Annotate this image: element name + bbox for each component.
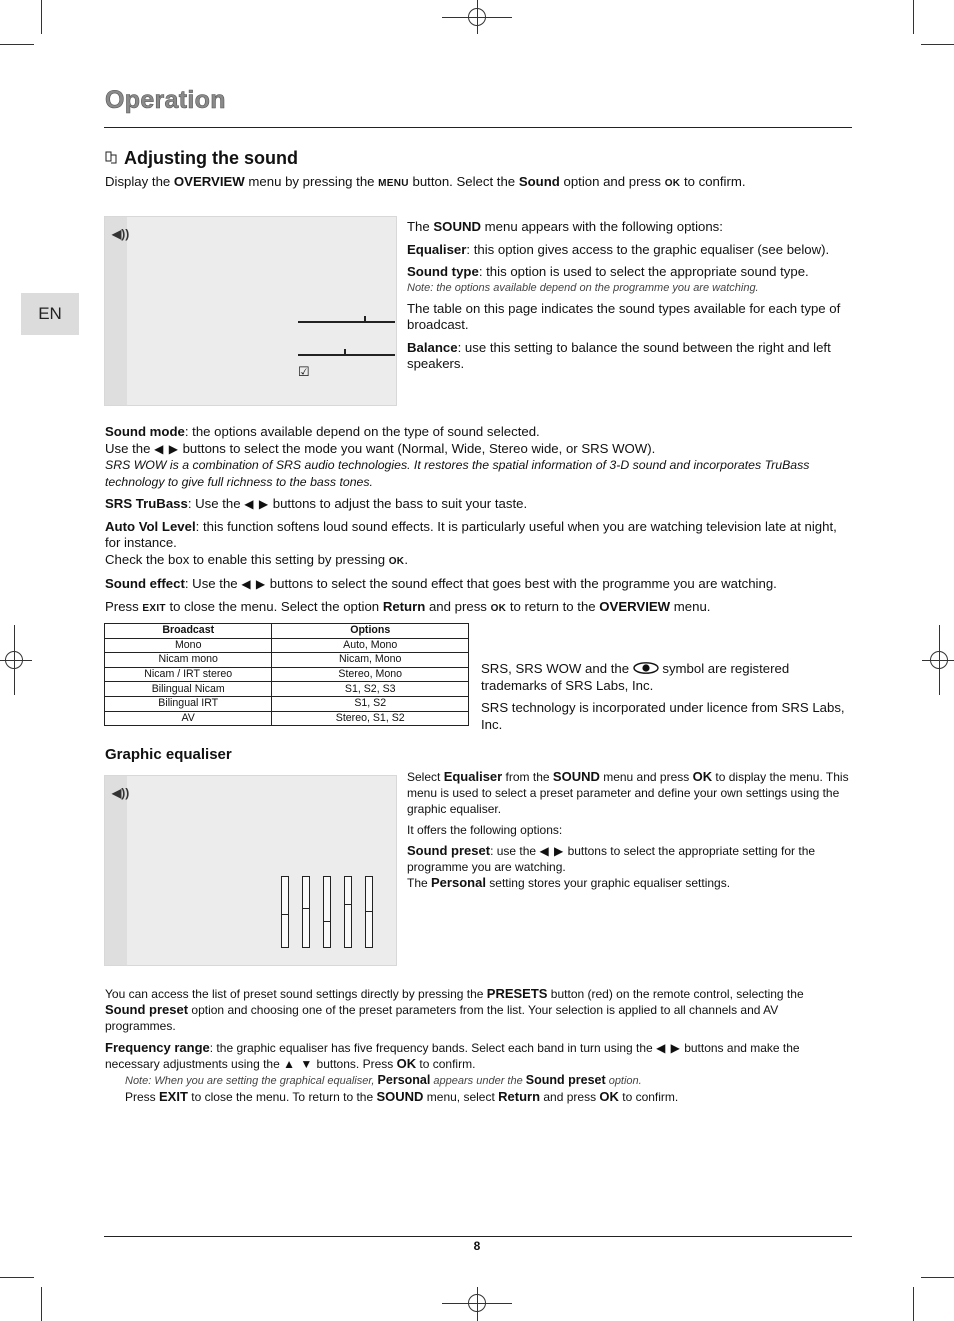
speaker-note-icon bbox=[105, 151, 118, 165]
equaliser-screenshot bbox=[104, 775, 397, 966]
table-row bbox=[105, 696, 469, 711]
trademark-text: SRS, SRS WOW and the symbol are registered trademarks of SRS Labs, Inc. SRS technology is incorporated under licence from SRS Labs, Inc. bbox=[481, 661, 845, 732]
sound-mode-text: Sound mode: the options available depend on the type of sound selected. Use the ◀ ▶ buttons to select the mode you want (Normal, Wide, Stereo wide, or SRS WOW). SRS WOW is a combination of SRS audio technologies. It restores the spatial information of 3-D sound and incorporates TruBass technology to give full richness to the bass tones. SRS TruBass: Use the ◀ ▶ buttons to adjust the bass to suit your taste. Auto Vol Level: this function softens loud sound effects. It is particularly useful when you are watching television late at night, for instance. Check the box to enable this setting by pressing OK. Sound effect: Use the ◀ ▶ buttons to select the sound effect that goes best with the programme you are watching. Press EXIT to close the menu. Select the option Return and press OK to return to the OVERVIEW menu. bbox=[105, 424, 837, 614]
eq-band-slider[interactable] bbox=[344, 876, 352, 948]
table-row bbox=[105, 711, 469, 726]
presets-text: You can access the list of preset sound settings directly by pressing the PRESETS button (red) on the remote control, selecting the Sound preset option and choosing one of the preset parameters from the list. Your selection is applied to all channels and AV programmes. Frequency range: the graphic equaliser has five frequency bands. Select each band in turn using the ◀ ▶ buttons and make the necessary adjustments using the ▲ ▼ buttons. Press OK to confirm. Note: When you are setting the graphical equaliser, Personal appears under the Sound preset option. Press EXIT to close the menu. To return to the SOUND menu, select Return and press OK to confirm. bbox=[105, 986, 804, 1104]
left-right-arrows-icon: ◀ ▶ bbox=[154, 441, 179, 456]
table-cell: Nicam mono bbox=[105, 653, 272, 668]
table-row bbox=[105, 682, 469, 697]
left-right-arrows-icon: ◀ ▶ bbox=[656, 1041, 681, 1055]
table-cell: S1, S2, S3 bbox=[272, 682, 469, 697]
column-header: Broadcast bbox=[105, 624, 272, 639]
table-cell: Mono bbox=[105, 638, 272, 653]
speaker-icon: ◀)) bbox=[112, 786, 130, 800]
table-cell: Stereo, S1, S2 bbox=[272, 711, 469, 726]
left-right-arrows-icon: ◀ ▶ bbox=[539, 844, 565, 858]
broadcast-table bbox=[104, 623, 469, 726]
table-cell: Auto, Mono bbox=[272, 638, 469, 653]
eq-band-level bbox=[281, 914, 289, 915]
table-cell: Nicam, Mono bbox=[272, 653, 469, 668]
table-cell: S1, S2 bbox=[272, 696, 469, 711]
srs-logo-icon bbox=[633, 662, 659, 674]
table-cell: Stereo, Mono bbox=[272, 667, 469, 682]
left-right-arrows-icon: ◀ ▶ bbox=[241, 577, 267, 591]
eq-band-slider[interactable] bbox=[323, 876, 331, 948]
eq-band-slider[interactable] bbox=[365, 876, 373, 948]
table-header-row bbox=[105, 624, 469, 639]
table-row bbox=[105, 638, 469, 653]
sound-menu-description: The SOUND menu appears with the following options: Equaliser: this option gives access to the graphic equaliser (see below). Sound type: this option is used to select the appropriate sound type. Note: the options available depend on the programme you are watching. The table on this page indicates the sound types available for each type of broadcast. Balance: use this setting to balance the sound between the right and left speakers. bbox=[407, 219, 841, 371]
section-title: Adjusting the sound bbox=[105, 148, 298, 169]
check-box-icon: ☑ bbox=[298, 364, 310, 379]
table-cell: Bilingual IRT bbox=[105, 696, 272, 711]
table-cell: Bilingual Nicam bbox=[105, 682, 272, 697]
column-header: Options bbox=[272, 624, 469, 639]
table-cell: AV bbox=[105, 711, 272, 726]
left-right-arrows-icon: ◀ ▶ bbox=[244, 497, 270, 511]
eq-band-level bbox=[365, 911, 373, 912]
language-tab: EN bbox=[21, 293, 79, 335]
table-cell: Nicam / IRT stereo bbox=[105, 667, 272, 682]
speaker-icon: ◀)) bbox=[112, 227, 130, 241]
eq-band-level bbox=[323, 921, 331, 922]
intro-text: Display the OVERVIEW menu by pressing the MENU button. Select the Sound option and press OK to confirm. bbox=[105, 174, 746, 189]
table-row bbox=[105, 653, 469, 668]
eq-band-level bbox=[344, 904, 352, 905]
eq-band-slider[interactable] bbox=[302, 876, 310, 948]
up-down-arrows-icon: ▲ ▼ bbox=[283, 1057, 314, 1071]
page-number: 8 bbox=[473, 1239, 481, 1253]
table-row bbox=[105, 667, 469, 682]
graphic-equaliser-description: Select Equaliser from the SOUND menu and press OK to display the menu. This menu is used to select a preset parameter and define your own settings using the graphic equaliser. It offers the following options: Sound preset: use the ◀ ▶ buttons to select the appropriate setting for the programme you are watching. The Personal setting stores your graphic equaliser settings. bbox=[407, 769, 849, 890]
eq-band-level bbox=[302, 908, 310, 909]
eq-band-slider[interactable] bbox=[281, 876, 289, 948]
graphic-equaliser-heading: Graphic equaliser bbox=[105, 746, 232, 763]
sound-menu-screenshot bbox=[104, 216, 397, 406]
page-title: Operation bbox=[105, 86, 226, 114]
